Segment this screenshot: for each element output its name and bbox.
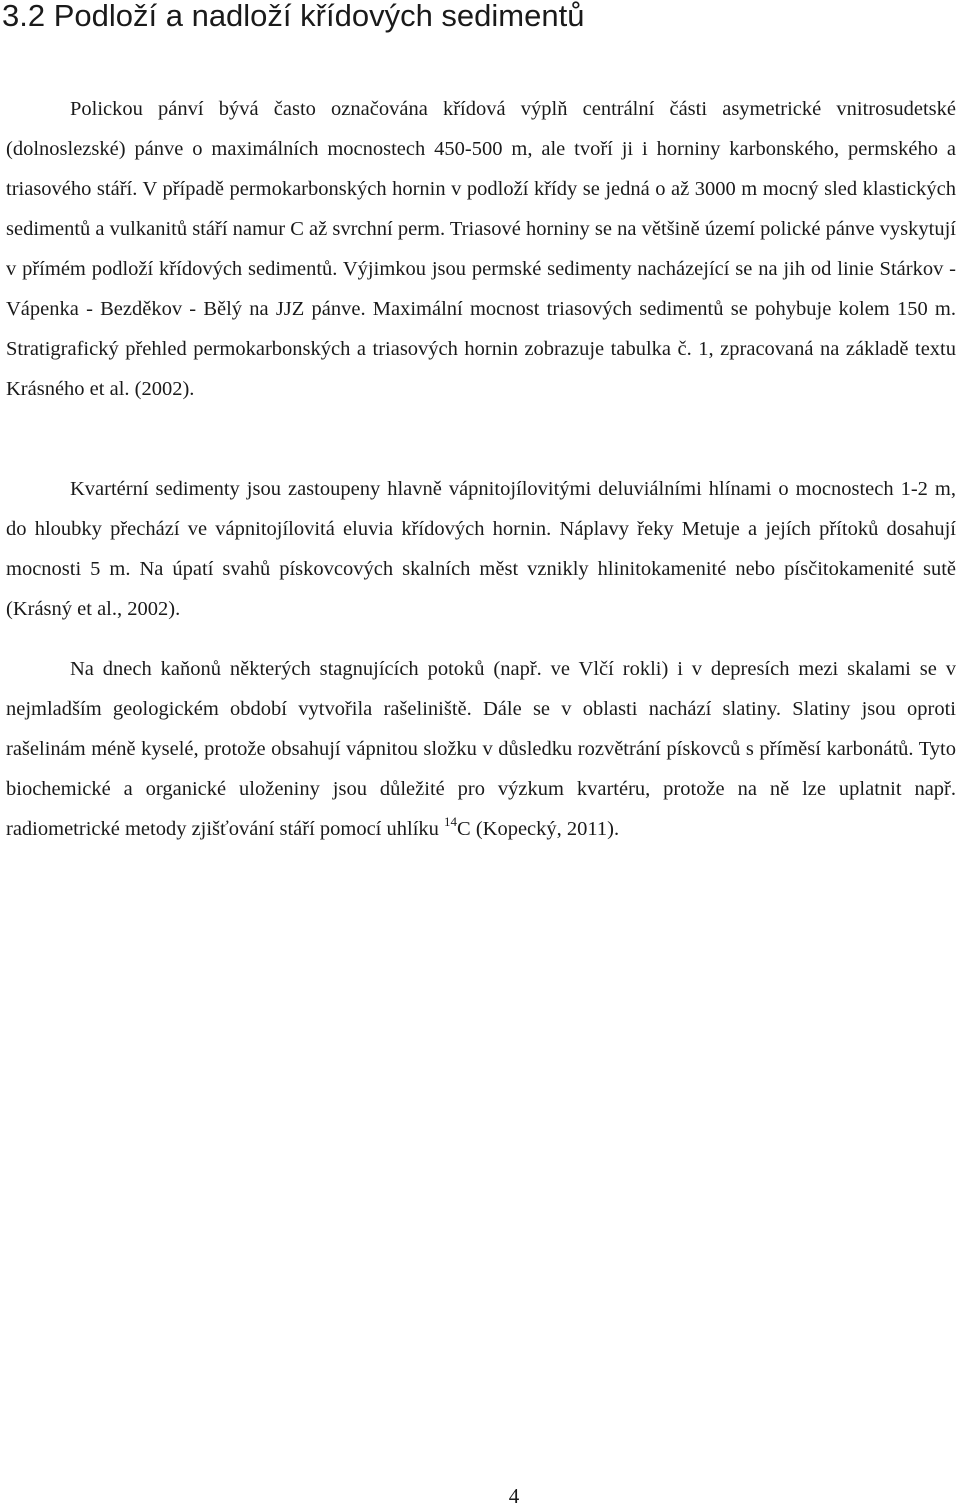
paragraph-underlying-rocks xyxy=(6,89,956,409)
paragraph-text: Polickou pánví bývá často označována křídová výplň centrální části asymetrické vnitrosudetské (dolnoslezské) pánve o maximálních mocnostech 450-500 m, ale tvoří ji i horniny karbonského, permského a triasového stáří. V případě permokarbonských hornin v podloží křídy se jedná o až 3000 m mocný sled klastických sedimentů a vulkanitů stáří namur C až svrchní perm. Triasové horniny se na většině území polické pánve vyskytují v přímém podloží křídových sedimentů. Výjimkou jsou permské sedimenty nacházející se na jih od linie Stárkov - Vápenka - Bezděkov - Bělý na JJZ pánve. Maximální mocnost triasových sedimentů se pohybuje kolem 150 m. Stratigrafický přehled permokarbonských a triasových hornin zobrazuje tabulka č. 1, zpracovaná na základě textu Krásného et al. (2002). xyxy=(6,98,956,400)
paragraph-quaternary-sediments xyxy=(6,469,956,629)
page-number: 4 xyxy=(508,1484,520,1508)
section-heading: 3.2 Podloží a nadloží křídových sedimentů xyxy=(2,0,585,33)
paragraph-text: Na dnech kaňonů některých stagnujících potoků (např. ve Vlčí rokli) i v depresích mezi skalami se v nejmladším geologickém období vytvořila rašeliniště. Dále se v oblasti nachází slatiny. Slatiny jsou oproti rašelinám méně kyselé, protože obsahují vápnitou složku v důsledku rozvětrání pískovců s příměsí karbonátů. Tyto biochemické a organické uloženiny jsou důležité pro výzkum kvartéru, protože na ně lze uplatnit např. radiometrické metody zjišťování stáří pomocí uhlíku xyxy=(6,658,956,840)
paragraph-peat-bogs xyxy=(6,649,956,849)
paragraph-text-end: C (Kopecký, 2011). xyxy=(457,818,620,840)
paragraph-text: Kvartérní sedimenty jsou zastoupeny hlavně vápnitojílovitými deluviálními hlínami o mocnostech 1-2 m, do hloubky přechází ve vápnitojílovitá eluvia křídových hornin. Náplavy řeky Metuje a jejích přítoků dosahují mocnosti 5 m. Na úpatí svahů pískovcových skalních měst vznikly hlinitokamenité nebo písčitokamenité sutě (Krásný et al., 2002). xyxy=(6,478,956,620)
isotope-superscript: 14 xyxy=(444,814,458,829)
